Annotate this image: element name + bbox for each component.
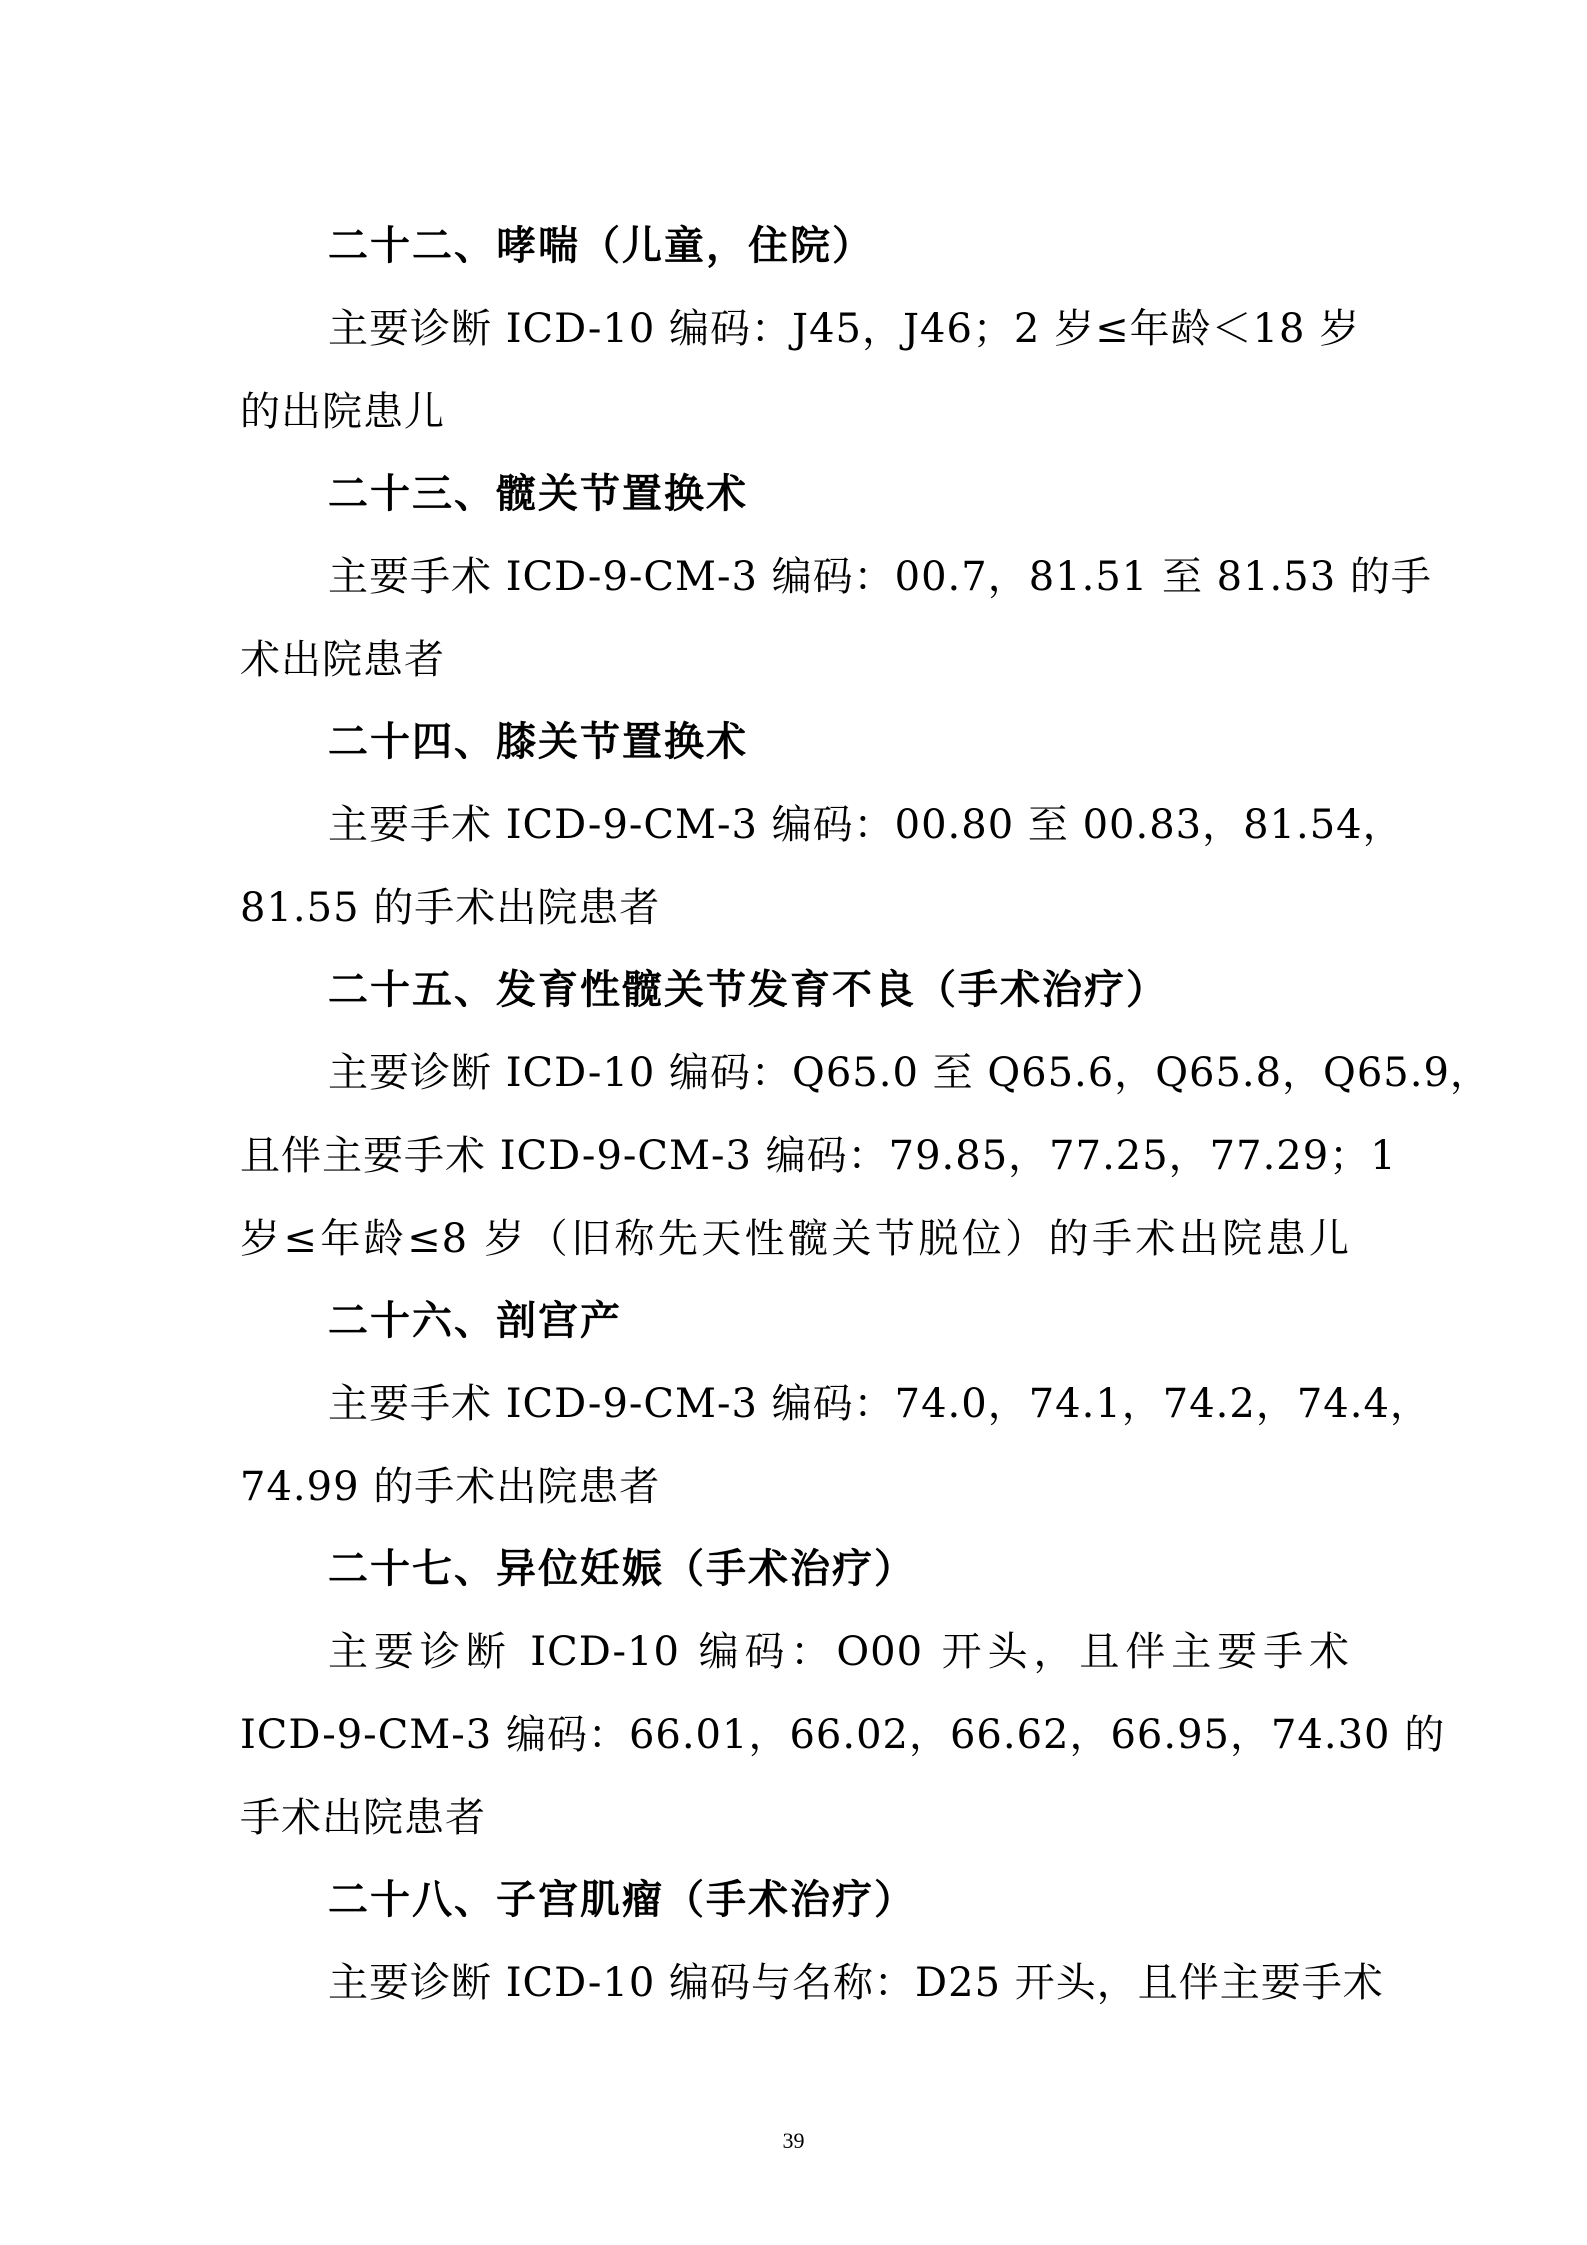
section-25-line-1: 主要诊断 ICD-10 编码：Q65.0 至 Q65.6，Q65.8，Q65.9，: [328, 1050, 1491, 1096]
section-25-line-3: 岁≤年龄≤8 岁（旧称先天性髋关节脱位）的手术出院患儿: [240, 1216, 1350, 1262]
section-27-line-2: ICD-9-CM-3 编码：66.01，66.02，66.62，66.95，74.30 的: [240, 1712, 1446, 1758]
section-heading-27: 二十七、异位妊娠（手术治疗）: [328, 1546, 916, 1592]
section-22-line-2: 的出院患儿: [240, 389, 445, 435]
section-27-line-3: 手术出院患者: [240, 1795, 486, 1841]
section-heading-24: 二十四、膝关节置换术: [328, 719, 748, 765]
section-26-line-1: 主要手术 ICD-9-CM-3 编码：74.0，74.1，74.2，74.4，: [328, 1381, 1431, 1427]
section-26-line-2: 74.99 的手术出院患者: [240, 1464, 661, 1510]
section-heading-26: 二十六、剖宫产: [328, 1298, 622, 1344]
section-22-line-1: 主要诊断 ICD-10 编码：J45，J46；2 岁≤年龄＜18 岁: [328, 306, 1361, 352]
section-heading-23: 二十三、髋关节置换术: [328, 471, 748, 517]
section-heading-25: 二十五、发育性髋关节发育不良（手术治疗）: [328, 967, 1168, 1013]
section-28-line-1: 主要诊断 ICD-10 编码与名称：D25 开头，且伴主要手术: [328, 1960, 1384, 2006]
page-number: 39: [782, 2128, 805, 2153]
section-27-line-1: 主要诊断 ICD-10 编码：O00 开头，且伴主要手术: [328, 1629, 1350, 1675]
section-heading-28: 二十八、子宫肌瘤（手术治疗）: [328, 1877, 916, 1923]
section-24-line-2: 81.55 的手术出院患者: [240, 885, 661, 931]
section-23-line-1: 主要手术 ICD-9-CM-3 编码：00.7，81.51 至 81.53 的手: [328, 554, 1432, 600]
section-24-line-1: 主要手术 ICD-9-CM-3 编码：00.80 至 00.83，81.54，: [328, 802, 1404, 848]
section-heading-22: 二十二、哮喘（儿童，住院）: [328, 223, 874, 269]
section-23-line-2: 术出院患者: [240, 637, 445, 683]
section-25-line-2: 且伴主要手术 ICD-9-CM-3 编码：79.85，77.25，77.29；1: [240, 1133, 1397, 1179]
